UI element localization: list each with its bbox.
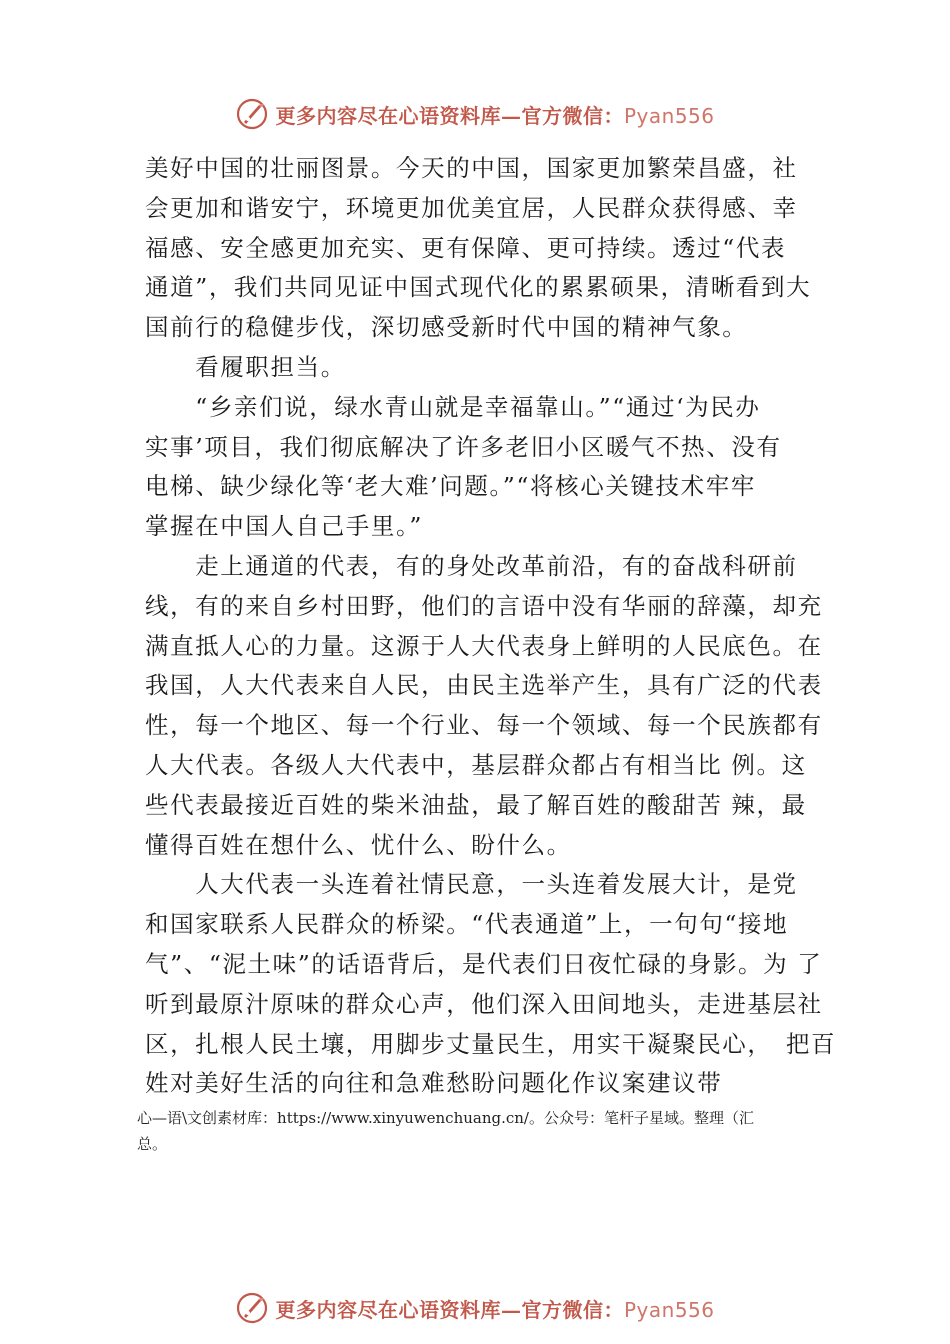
body-line: 我国，人大代表来自人民，由民主选举产生，具有广泛的代表 xyxy=(145,671,823,700)
footer-banner xyxy=(0,1288,950,1328)
body-line: 些代表最接近百姓的柴米油盐，最了解百姓的酸甜苦 辣，最 xyxy=(145,790,807,819)
footnote-line: 心—语\文创素材库：https://www.xinyuwenchuang.cn/。公众号：笔杆子星域。整理（汇 xyxy=(137,1109,754,1127)
body-line: 走上通道的代表，有的身处改革前沿，有的奋战科研前 xyxy=(145,551,798,580)
body-line: 性，每一个地区、每一个行业、每一个领域、每一个民族都有 xyxy=(145,711,823,740)
body-line: 懂得百姓在想什么、忧什么、盼什么。 xyxy=(145,830,572,859)
pen-feather-logo-icon xyxy=(235,97,269,131)
body-line: 气”、“泥土味”的话语背后，是代表们日夜忙碌的身影。为 了 xyxy=(145,949,823,978)
body-line: 会更加和谐安宁，环境更加优美宜居，人民群众获得感、幸 xyxy=(145,193,798,222)
article-body xyxy=(145,149,837,1104)
header-wechat-id: Pyan556 xyxy=(623,103,715,128)
body-line: 满直抵人心的力量。这源于人大代表身上鲜明的人民底色。在 xyxy=(145,631,823,660)
body-line: 人大代表一头连着社情民意，一头连着发展大计，是党 xyxy=(145,870,798,899)
body-line: 通道”，我们共同见证中国式现代化的累累硕果，清晰看到大 xyxy=(145,273,812,302)
body-line: 电梯、缺少绿化等‘老大难’问题。”“将核心关键技术牢牢 xyxy=(145,472,756,501)
footer-wechat-id: Pyan556 xyxy=(623,1297,715,1322)
header-banner-text: 更多内容尽在心语资料库—官方微信：Pyan556 xyxy=(275,103,715,128)
source-footnote xyxy=(137,1105,837,1157)
body-line: 姓对美好生活的向往和急难愁盼问题化作议案建议带 xyxy=(145,1069,723,1098)
footer-banner-text: 更多内容尽在心语资料库—官方微信：Pyan556 xyxy=(275,1297,715,1322)
body-line: 线，有的来自乡村田野，他们的言语中没有华丽的辞藻，却充 xyxy=(145,591,823,620)
body-line: 听到最原汁原味的群众心声，他们深入田间地头，走进基层社 xyxy=(145,989,823,1018)
body-line: 人大代表。各级人大代表中，基层群众都占有相当比 例。这 xyxy=(145,750,807,779)
body-line: 国前行的稳健步伐，深切感受新时代中国的精神气象。 xyxy=(145,313,748,342)
pen-feather-logo-icon xyxy=(235,1291,269,1325)
body-line: 福感、安全感更加充实、更有保障、更可持续。透过“代表 xyxy=(145,233,787,262)
body-line: 掌握在中国人自己手里。” xyxy=(145,512,423,541)
header-banner xyxy=(0,94,950,134)
body-line: 区，扎根人民土壤，用脚步丈量民生，用实干凝聚民心， 把百 xyxy=(145,1029,837,1058)
body-line: “乡亲们说，绿水青山就是幸福靠山。”“通过‘为民办 xyxy=(145,392,761,421)
footnote-line: 总。 xyxy=(137,1135,168,1153)
body-line: 美好中国的壮丽图景。今天的中国，国家更加繁荣昌盛，社 xyxy=(145,154,798,182)
body-line: 和国家联系人民群众的桥梁。“代表通道”上，一句句“接地 xyxy=(145,910,789,939)
body-line: 实事’项目，我们彻底解决了许多老旧小区暖气不热、没有 xyxy=(145,432,782,461)
section-heading: 看履职担当。 xyxy=(145,352,346,381)
